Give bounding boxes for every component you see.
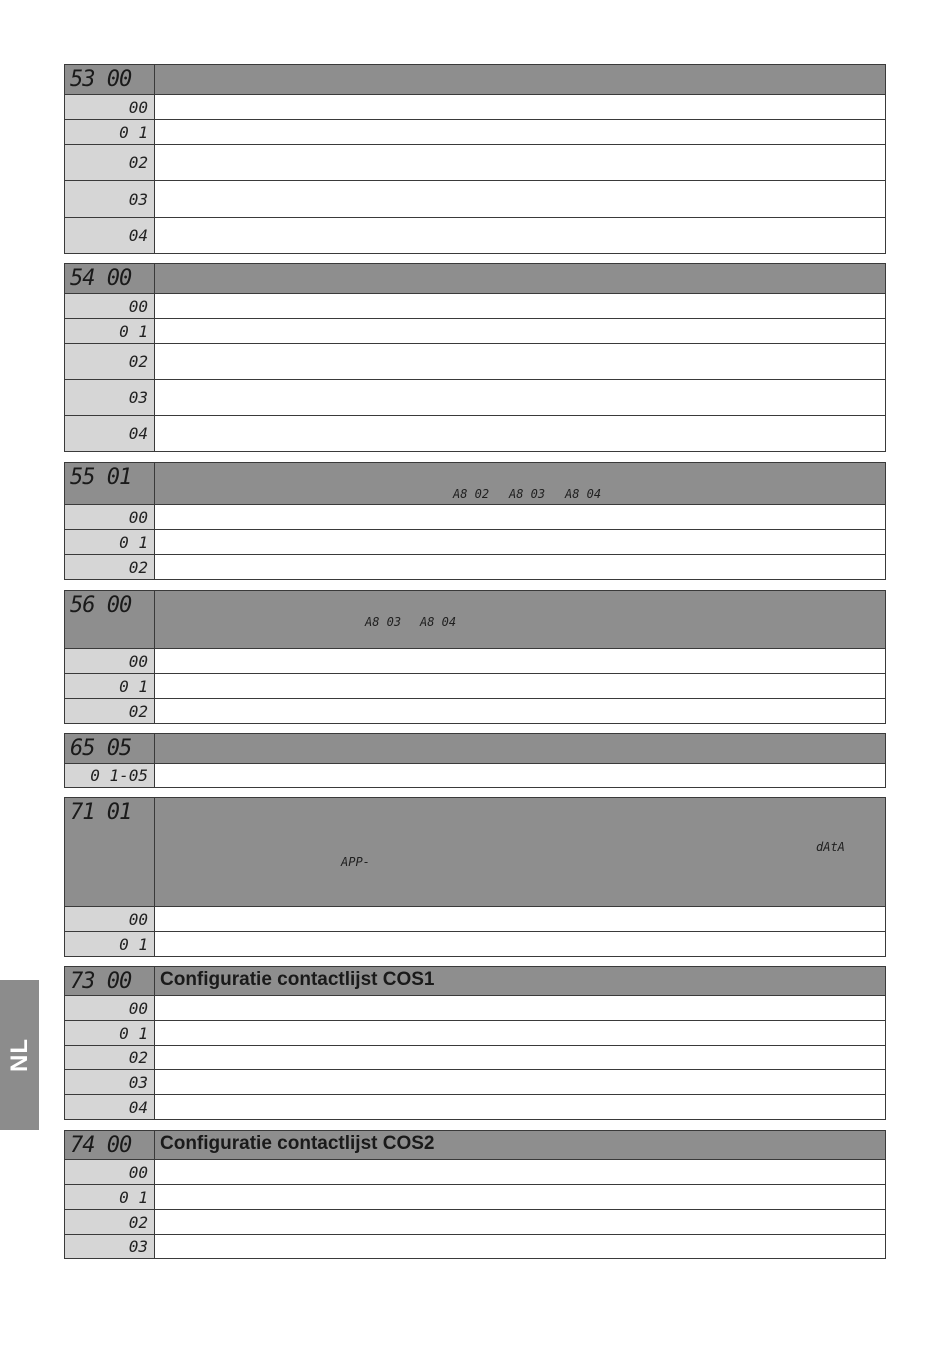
language-tab-label: NL [5,1038,33,1072]
option-description [155,1160,886,1185]
param-code: 53 00 [65,65,155,95]
table-row [65,1095,886,1120]
option-value: 02 [65,555,155,580]
table-row [65,1160,886,1185]
display-code: A8 04 [420,615,457,629]
option-value: 00 [65,649,155,674]
option-description [155,218,886,254]
table-header [65,734,886,764]
option-value: 0 1 [65,674,155,699]
option-description [155,416,886,452]
param-code: 65 05 [65,734,155,764]
table-row [65,699,886,724]
table-header [65,65,886,95]
option-description [155,1046,886,1070]
display-code: A8 03 [365,615,402,629]
option-value: 0 1 [65,530,155,555]
display-code: dAtA [816,840,845,854]
table-row [65,218,886,254]
option-description [155,764,886,788]
param-description [155,463,886,505]
option-description [155,996,886,1021]
param-title: Configuratie contactlijst COS1 [155,967,886,996]
option-value: 04 [65,1095,155,1120]
table-row [65,932,886,957]
option-value: 00 [65,294,155,319]
option-value: 0 1 [65,120,155,145]
table-header [65,463,886,505]
param-table-54 [64,263,886,452]
option-description [155,1095,886,1120]
option-value: 04 [65,218,155,254]
param-code: 54 00 [65,264,155,294]
param-description [155,591,886,649]
option-value: 04 [65,416,155,452]
option-value: 03 [65,380,155,416]
param-table-65 [64,733,886,788]
table-row [65,1235,886,1259]
option-value: 00 [65,95,155,120]
option-description [155,344,886,380]
param-table-73 [64,966,886,1120]
option-description [155,649,886,674]
table-row [65,907,886,932]
param-code: 73 00 [65,967,155,996]
table-header [65,798,886,907]
param-code: 56 00 [65,591,155,649]
option-value: 00 [65,505,155,530]
param-table-74 [64,1130,886,1259]
table-row [65,1210,886,1235]
table-row [65,649,886,674]
option-description [155,505,886,530]
table-row [65,996,886,1021]
option-description [155,1070,886,1095]
option-description [155,95,886,120]
display-code: APP- [341,855,370,869]
table-header [65,1131,886,1160]
option-description [155,319,886,344]
table-row [65,1046,886,1070]
option-value: 00 [65,996,155,1021]
param-description [155,798,886,907]
table-row [65,505,886,530]
table-row [65,145,886,181]
option-value: 02 [65,699,155,724]
option-description [155,1210,886,1235]
table-row [65,344,886,380]
option-description [155,1021,886,1046]
option-description [155,181,886,218]
language-tab [0,980,39,1130]
option-description [155,1185,886,1210]
option-description [155,699,886,724]
option-description [155,674,886,699]
option-value: 03 [65,1235,155,1259]
option-value: 0 1 [65,932,155,957]
table-row [65,120,886,145]
option-value: 03 [65,181,155,218]
table-row [65,1021,886,1046]
table-row [65,555,886,580]
option-description [155,555,886,580]
param-table-56 [64,590,886,724]
option-value: 03 [65,1070,155,1095]
param-title [155,65,886,95]
option-value: 02 [65,344,155,380]
param-table-55 [64,462,886,580]
table-row [65,1070,886,1095]
table-row [65,416,886,452]
display-code: A8 03 [509,487,546,501]
table-row [65,530,886,555]
param-title [155,734,886,764]
param-code: 71 01 [65,798,155,907]
option-value: 0 1 [65,319,155,344]
option-value: 0 1 [65,1185,155,1210]
table-row [65,1185,886,1210]
option-description [155,145,886,181]
option-value: 0 1-05 [65,764,155,788]
param-table-71 [64,797,886,957]
param-code: 55 01 [65,463,155,505]
option-description [155,1235,886,1259]
table-header [65,591,886,649]
option-value: 02 [65,145,155,181]
option-description [155,530,886,555]
option-description [155,120,886,145]
option-description [155,294,886,319]
table-row [65,181,886,218]
option-value: 02 [65,1210,155,1235]
option-value: 00 [65,907,155,932]
table-header [65,264,886,294]
option-description [155,380,886,416]
table-row [65,380,886,416]
table-row [65,319,886,344]
table-row [65,294,886,319]
param-title [155,264,886,294]
table-row [65,764,886,788]
table-header [65,967,886,996]
option-description [155,932,886,957]
option-value: 00 [65,1160,155,1185]
display-code: A8 04 [565,487,602,501]
param-table-53 [64,64,886,254]
table-row [65,674,886,699]
param-code: 74 00 [65,1131,155,1160]
param-title: Configuratie contactlijst COS2 [155,1131,886,1160]
display-code: A8 02 [453,487,490,501]
option-value: 0 1 [65,1021,155,1046]
option-value: 02 [65,1046,155,1070]
option-description [155,907,886,932]
table-row [65,95,886,120]
